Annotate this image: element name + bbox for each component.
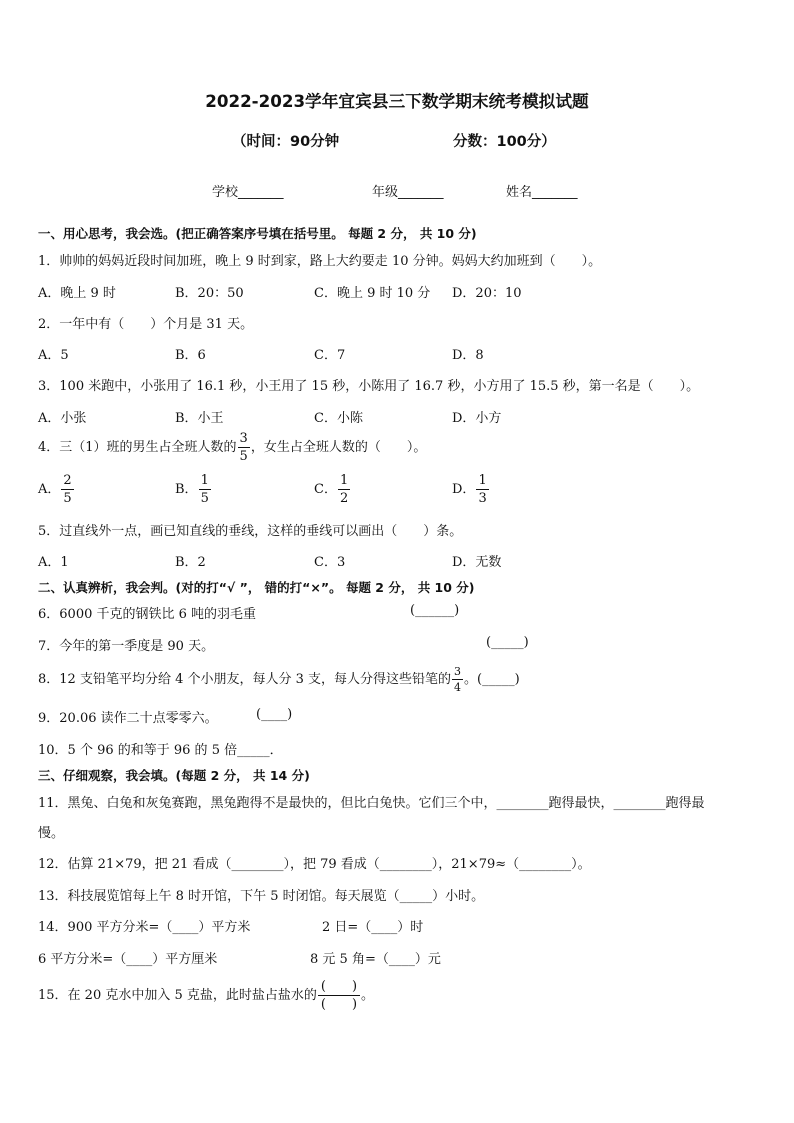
section-2-heading: 二、认真辨析，我会判。(对的打“√ ”， 错的打“×”。 每题 2 分， 共 10 分) [38, 580, 475, 595]
question-2: 2．一年中有（ ）个月是 31 天。 [38, 317, 254, 332]
q4-option-a-num: 2 [63, 473, 72, 488]
q4-option-a[interactable] [38, 474, 75, 505]
q1-option-b[interactable]: B．20：50 [175, 286, 244, 301]
question-11: 11．黑兔、白兔和灰兔赛跑，黑兔跑得不是最快的，但比白兔快。它们三个中，________跑得最快，________跑得最 [38, 796, 705, 811]
exam-score: 分数：100分） [453, 134, 556, 150]
q4-option-c-den: 2 [339, 491, 349, 506]
q4-option-a-label: A． [38, 482, 61, 497]
q1-option-c[interactable]: C．晚上 9 时 10 分 [314, 286, 431, 301]
question-14b: 2 日=（____）时 [322, 920, 424, 935]
q15-frac-den: ( ) [320, 997, 358, 1012]
q4-text-post: ，女生占全班人数的（ ）。 [250, 440, 427, 455]
q9-answer-blank[interactable]: (____) [256, 707, 293, 722]
q4-option-c-label: C． [314, 482, 337, 497]
q4-option-b[interactable] [175, 474, 212, 505]
question-5: 5．过直线外一点，画已知直线的垂线，这样的垂线可以画出（ ）条。 [38, 524, 463, 539]
question-14d: 8 元 5 角=（____）元 [310, 952, 441, 967]
name-field[interactable]: 姓名_______ [506, 185, 578, 200]
q4-option-b-fraction [199, 474, 211, 505]
question-12: 12．估算 21×79，把 21 看成（________），把 79 看成（________），21×79≈（________）。 [38, 857, 591, 872]
q5-option-b[interactable]: B．2 [175, 555, 206, 570]
q3-option-b[interactable]: B．小王 [175, 411, 224, 426]
question-13: 13．科技展览馆每上午 8 时开馆，下午 5 时闭馆。每天展览（_____）小时。 [38, 889, 485, 904]
q4-option-b-den: 5 [200, 491, 209, 506]
q1-option-d[interactable]: D．20：10 [452, 286, 522, 301]
q4-option-b-label: B． [175, 482, 198, 497]
q4-option-d-num: 1 [478, 473, 487, 488]
q4-option-d[interactable] [452, 474, 490, 505]
q6-answer-blank[interactable]: (______) [410, 603, 460, 618]
q3-option-c[interactable]: C．小陈 [314, 411, 363, 426]
q8-frac-den: 4 [454, 681, 462, 694]
question-1: 1．帅帅的妈妈近段时间加班，晚上 9 时到家，路上大约要走 10 分钟。妈妈大约加班到（ ）。 [38, 254, 602, 269]
q8-frac-num: 3 [454, 665, 462, 678]
q4-option-d-fraction [476, 474, 488, 505]
q8-text-post[interactable]: 。(_____) [464, 672, 520, 687]
q5-option-c[interactable]: C．3 [314, 555, 346, 570]
question-7: 7．今年的第一季度是 90 天。 [38, 639, 215, 654]
q4-option-c[interactable] [314, 474, 351, 505]
q4-option-a-fraction [61, 474, 73, 505]
question-4 [38, 432, 426, 463]
q2-option-b[interactable]: B．6 [175, 348, 206, 363]
q4-option-c-fraction [338, 474, 350, 505]
q4-option-c-num: 1 [339, 473, 349, 488]
section-1-heading: 一、用心思考，我会选。(把正确答案序号填在括号里。 每题 2 分， 共 10 分) [38, 226, 477, 241]
q15-text-pre: 15．在 20 克水中加入 5 克盐，此时盐占盐水的 [38, 988, 317, 1003]
q7-answer-blank[interactable]: (_____) [486, 635, 529, 650]
question-14a: 14．900 平方分米=（____）平方米 [38, 920, 251, 935]
question-11-cont: 慢。 [38, 826, 65, 841]
grade-field[interactable]: 年级_______ [372, 185, 444, 200]
q5-option-a[interactable]: A．1 [38, 555, 69, 570]
question-8 [38, 666, 520, 693]
school-field[interactable]: 学校_______ [212, 185, 284, 200]
q4-fraction [238, 432, 250, 463]
question-14c: 6 平方分米=（____）平方厘米 [38, 952, 218, 967]
q4-option-d-label: D． [452, 482, 476, 497]
q3-option-d[interactable]: D．小方 [452, 411, 502, 426]
q15-frac-num: ( ) [318, 978, 360, 996]
q8-text-pre: 8．12 支铅笔平均分给 4 个小朋友，每人分 3 支，每人分得这些铅笔的 [38, 672, 452, 687]
page-title: 2022-2023学年宜宾县三下数学期末统考模拟试题 [205, 91, 589, 111]
question-15 [38, 978, 374, 1013]
q4-frac-den: 5 [239, 449, 248, 464]
q15-fraction-blank[interactable] [318, 978, 360, 1013]
q8-fraction [452, 666, 463, 693]
q3-option-a[interactable]: A．小张 [38, 411, 87, 426]
question-9: 9．20.06 读作二十点零零六。 [38, 711, 218, 726]
q4-text-pre: 4．三（1）班的男生占全班人数的 [38, 440, 237, 455]
q5-option-d[interactable]: D．无数 [452, 555, 502, 570]
exam-time: （时间：90分钟 [232, 134, 340, 150]
q2-option-a[interactable]: A．5 [38, 348, 69, 363]
q15-text-post: 。 [361, 988, 375, 1003]
q4-frac-num: 3 [239, 431, 248, 446]
q1-option-a[interactable]: A．晚上 9 时 [38, 286, 116, 301]
q2-option-d[interactable]: D．8 [452, 348, 484, 363]
q2-option-c[interactable]: C．7 [314, 348, 346, 363]
section-3-heading: 三、仔细观察，我会填。(每题 2 分， 共 14 分) [38, 768, 310, 783]
q4-option-b-num: 1 [200, 473, 209, 488]
q4-option-a-den: 5 [63, 491, 72, 506]
question-10: 10．5 个 96 的和等于 96 的 5 倍_____． [38, 743, 283, 758]
q4-option-d-den: 3 [478, 491, 487, 506]
question-6: 6．6000 千克的钢铁比 6 吨的羽毛重 [38, 607, 257, 622]
question-3: 3．100 米跑中，小张用了 16.1 秒，小王用了 15 秒，小陈用了 16.7 秒，小方用了 15.5 秒，第一名是（ ）。 [38, 379, 700, 394]
